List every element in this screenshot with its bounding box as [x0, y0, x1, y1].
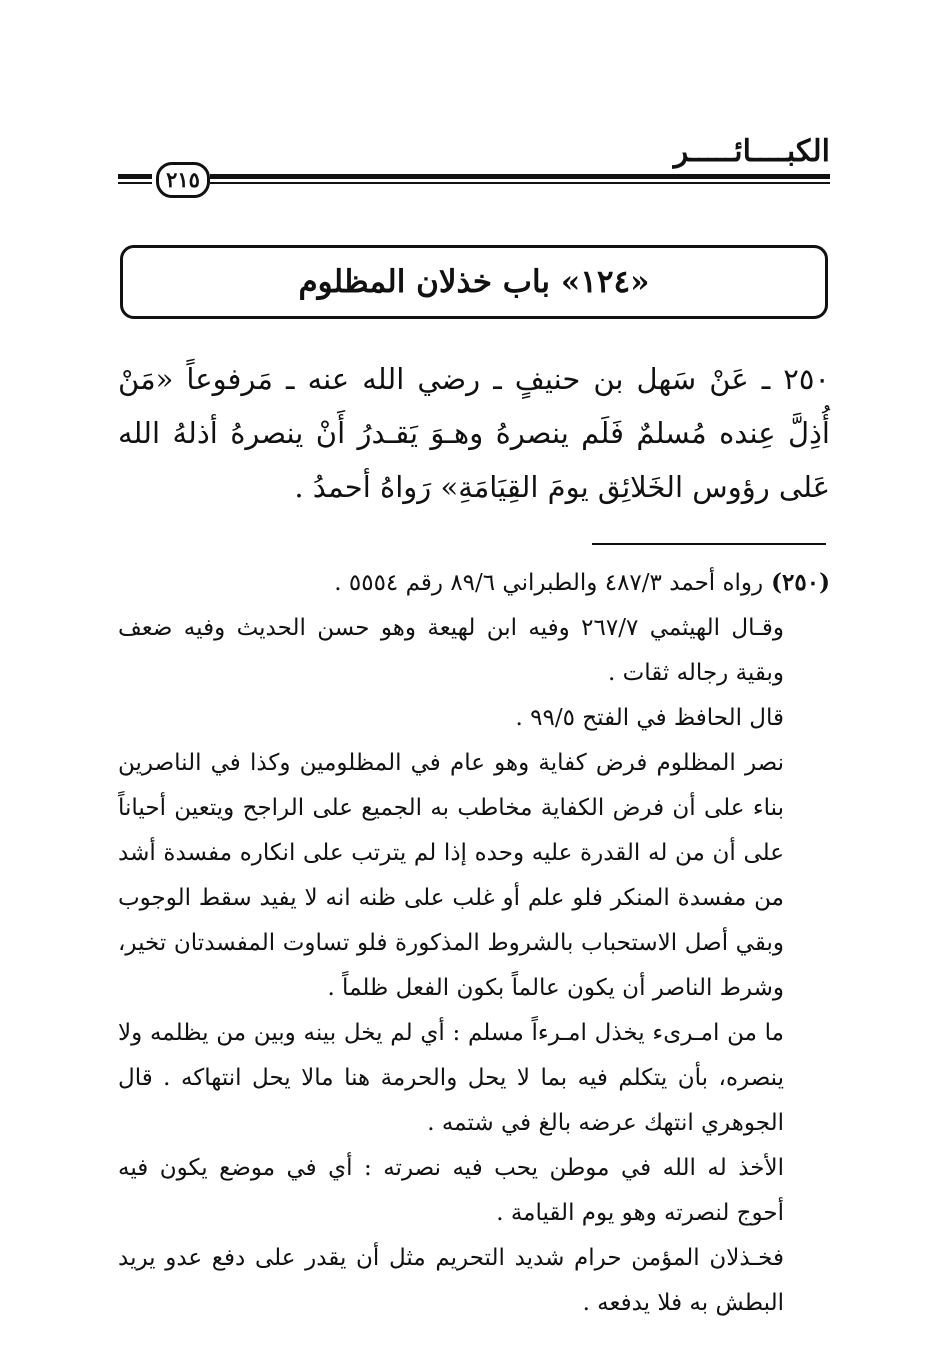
header-rule-thick: [210, 174, 830, 179]
footnotes: [118, 560, 830, 1326]
footnote-separator: [592, 543, 826, 545]
header-rule-thin: [210, 182, 830, 184]
footnote-paragraph: وقـال الهيثمي ٢٦٧/٧ وفيه ابن لهيعة وهو حسن الحديث وفيه ضعف وبقية رجاله ثقات .: [118, 615, 784, 686]
chapter-heading-box: [120, 245, 828, 319]
hadith-text: ٢٥٠ ـ عَنْ سَهل بن حنيفٍ ـ رضي الله عنه ـ مَرفوعاً «مَنْ أُذِلَّ عِنده مُسلمٌ فَلَم ينصرهُ وهـوَ يَقـدرُ أَنْ ينصرهُ أذلهُ الله عَلى رؤوس الخَلائِق يومَ القِيَامَةِ» رَواهُ أحمدُ .: [118, 362, 830, 504]
footnote-source-text: رواه أحمد ٤٨٧/٣ والطبراني ٨٩/٦ رقم ٥٥٥٤ .: [334, 570, 764, 596]
page-header: [118, 130, 830, 190]
footnote-paragraph: فخـذلان المؤمن حرام شديد التحريم مثل أن يقدر على دفع عدو يريد البطش به فلا يدفعه .: [118, 1245, 784, 1316]
footnote-paragraph: نصر المظلوم فرض كفاية وهو عام في المظلومين وكذا في الناصرين بناء على أن فرض الكفاية مخاطب به الجميع على الراجح ويتعين أحياناً على أن من له القدرة عليه وحده إذا لم يترتب على انكاره مفسدة أشد من مفسدة المنكر فلو علم أو غلب على ظنه انه لا يفيد سقط الوجوب وبقي أصل الاستحباب بالشروط المذكورة فلو تساوت المفسدتان تخير، وشرط الناصر أن يكون عالماً بكون الفعل ظلماً .: [118, 750, 784, 1001]
footnote-paragraph: الأخذ له الله في موطن يحب فيه نصرته : أي في موضع يكون فيه أحوج لنصرته وهو يوم القيامة .: [118, 1155, 784, 1226]
footnote-paragraph: قال الحافظ في الفتح ٩٩/٥ .: [515, 705, 784, 731]
running-title: الكبــــائـــــر: [673, 134, 830, 169]
header-rule-left-thin: [118, 182, 152, 184]
footnote-source: [118, 560, 830, 606]
header-rule-left-thick: [118, 174, 152, 179]
footnote-ref-number: (٢٥٠): [771, 569, 830, 596]
footnote-paragraph: ما من امـرىء يخذل امـرءاً مسلم : أي لم يخل بينه وبين من يظلمه ولا ينصره، بأن يتكلم فيه بما لا يحل والحرمة هنا مالا يحل انتهاكه . قال الجوهري انتهك عرضه بالغ في شتمه .: [118, 1020, 784, 1136]
page-number: ٢١٥: [156, 162, 210, 198]
chapter-title: «١٢٤» باب خذلان المظلوم: [298, 264, 650, 300]
